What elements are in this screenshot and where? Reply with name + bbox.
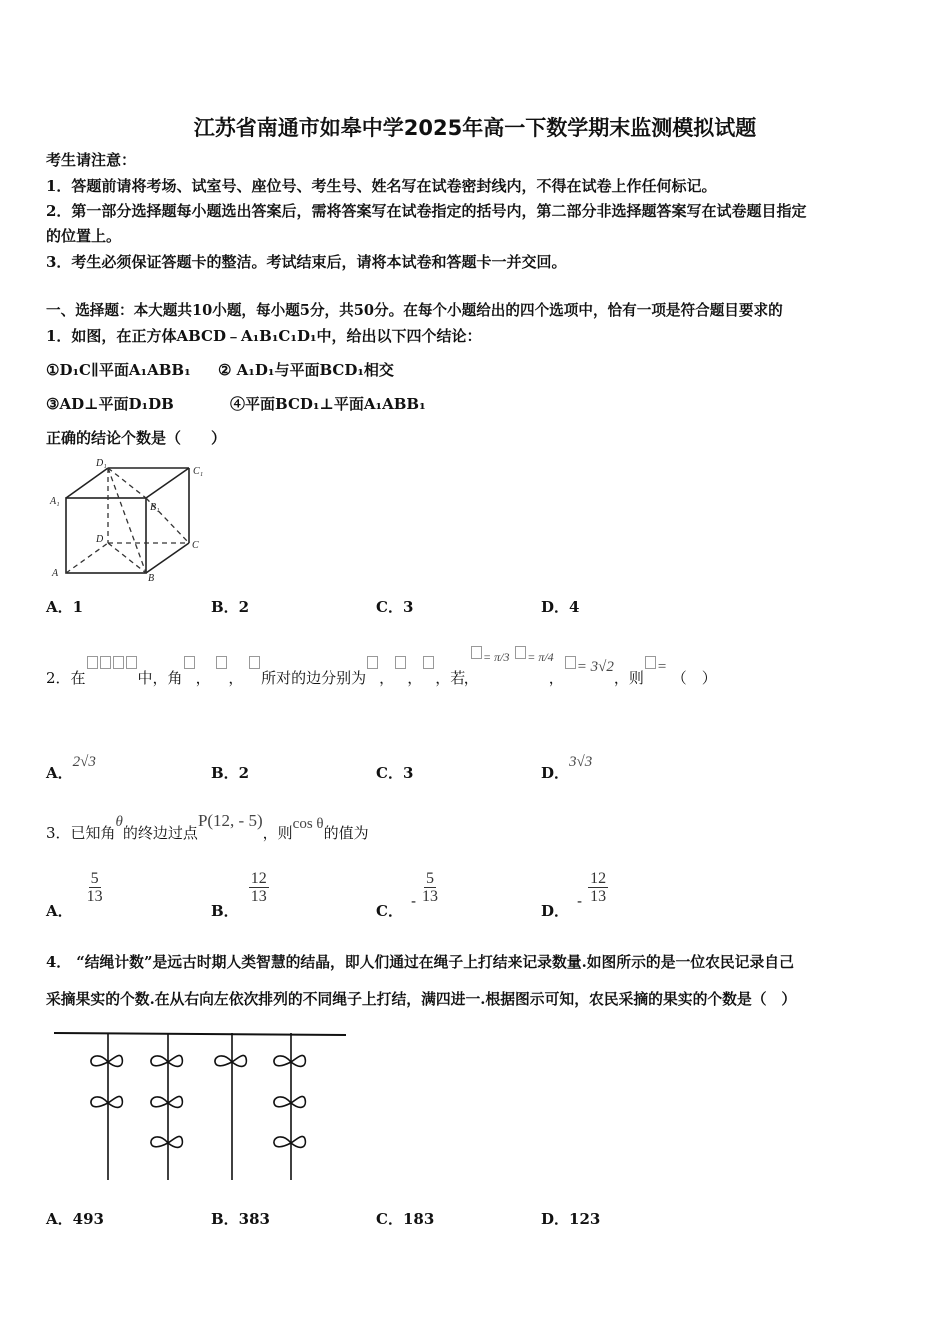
q1-stem: 1．如图，在正方体ABCD﹣A₁B₁C₁D₁中，给出以下四个结论：	[46, 327, 482, 345]
cube-label-c: C	[192, 540, 199, 551]
q1-conclusion-4: ④平面BCD₁⊥平面A₁ABB₁	[230, 395, 426, 413]
q2-text: 所对的边分别为	[261, 669, 367, 687]
q4-stem-line1: 4． “结绳计数”是远古时期人类智慧的结晶，即人们通过在绳子上打结来记录数量.如图所示的是一位农民记录自己	[46, 954, 794, 971]
page-title: 江苏省南通市如皋中学2025年高一下数学期末监测模拟试题	[193, 116, 757, 140]
q2-text: ，	[195, 669, 211, 687]
knot	[151, 1055, 182, 1066]
option-label: A．	[46, 764, 73, 782]
q1-conclusion-1: ①D₁C∥平面A₁ABB₁	[46, 361, 191, 379]
notice-item: 2．第一部分选择题每小题选出答案后，需将答案写在试卷指定的括号内，第二部分非选择题答案写在试卷题目指定	[46, 202, 807, 220]
q3-text: 的值为	[323, 824, 369, 842]
denominator: 13	[86, 888, 103, 905]
numerator: 5	[90, 870, 99, 887]
knot	[91, 1096, 122, 1107]
q4-stem-line2: 采摘果实的个数.在从右向左依次排列的不同绳子上打结，满四进一.根据图示可知，农民采摘的果实的个数是（ ）	[46, 991, 797, 1008]
q2-option-a[interactable]	[46, 754, 96, 783]
knot-rope-figure	[40, 1025, 360, 1185]
section-heading: 一、选择题：本大题共10小题，每小题5分，共50分。在每个小题给出的四个选项中，恰有一项是符合题目要求的	[46, 302, 783, 319]
q2-text: 2．在	[46, 669, 86, 687]
knot	[151, 1136, 182, 1147]
q2-option-b[interactable]: B．2	[211, 764, 250, 782]
q3-text: 3．已知角	[46, 824, 116, 842]
q2-math-d: =	[656, 659, 667, 675]
q2-text: ，若	[435, 669, 466, 687]
q2-text: ，	[407, 669, 423, 687]
q4-option-c[interactable]: C．183	[376, 1210, 435, 1228]
q2-option-c[interactable]: C．3	[376, 764, 414, 782]
knot	[274, 1055, 305, 1066]
q3-stem	[46, 811, 369, 844]
knot	[274, 1136, 305, 1147]
denominator: 13	[590, 888, 607, 905]
q1-option-a[interactable]: A．1	[46, 598, 84, 616]
q3-text: 的终边过点	[122, 824, 198, 842]
denominator: 13	[250, 888, 267, 905]
notice-item: 3．考生必须保证答题卡的整洁。考试结束后，请将本试卷和答题卡一并交回。	[46, 253, 567, 271]
q2-math-c: = 3√2	[576, 659, 614, 675]
cube-label-a1: A₁	[50, 496, 60, 507]
cube-figure	[46, 458, 216, 583]
cube-label-a: A	[52, 568, 59, 579]
q3-option-c[interactable]	[376, 870, 439, 920]
q1-conclusion-2: ② A₁D₁与平面BCD₁相交	[218, 361, 394, 379]
q1-conclusion-3: ③AD⊥平面D₁DB	[46, 395, 174, 413]
q2-math-b: = π/4	[527, 650, 554, 664]
q3-point: P(12, - 5)	[197, 811, 263, 830]
q1-option-c[interactable]: C．3	[376, 598, 414, 616]
option-label: C．	[376, 901, 403, 920]
notice-item: 的位置上。	[46, 227, 122, 245]
numerator: 12	[250, 870, 267, 887]
q1-option-b[interactable]: B．2	[211, 598, 250, 616]
knot	[215, 1055, 246, 1066]
q3-option-a[interactable]	[46, 870, 103, 920]
q4-option-a[interactable]: A．493	[46, 1210, 104, 1228]
cube-label-d: D	[96, 534, 104, 545]
option-label: D．	[541, 764, 570, 782]
q2-text: ，	[228, 669, 244, 687]
knot	[151, 1096, 182, 1107]
q2-option-d[interactable]	[541, 754, 593, 783]
denominator: 13	[422, 888, 439, 905]
numerator: 12	[590, 870, 607, 887]
q4-option-d[interactable]: D．123	[541, 1210, 601, 1228]
q2-text: （ ）	[671, 669, 717, 687]
q2-text: ，	[379, 669, 395, 687]
numerator: 5	[426, 870, 435, 887]
q3-text: ，则	[262, 824, 293, 842]
option-label: B．	[211, 901, 239, 920]
knot	[274, 1096, 305, 1107]
option-label: A．	[46, 901, 73, 920]
q3-option-d[interactable]	[541, 870, 608, 920]
q3-cos: cos θ	[292, 816, 324, 832]
option-math: 3√3	[569, 754, 593, 770]
option-sign: -	[410, 891, 417, 910]
knot	[91, 1055, 122, 1066]
cube-label-b: B	[148, 573, 155, 583]
q2-text: ，则	[613, 669, 644, 687]
cube-label-b1: B₁	[150, 502, 160, 513]
q2-text: ，	[548, 669, 564, 687]
q3-option-b[interactable]	[211, 870, 269, 920]
q2-math-a: = π/3	[483, 650, 510, 664]
option-math: 2√3	[72, 754, 96, 770]
cube-label-c1: C₁	[193, 466, 204, 477]
option-sign: -	[577, 891, 583, 910]
option-label: D．	[541, 901, 570, 920]
q2-text: 中，角	[137, 669, 183, 687]
q2-text: ，	[463, 669, 479, 687]
q4-option-b[interactable]: B．383	[211, 1210, 270, 1228]
q3-theta: θ	[115, 814, 123, 830]
top-rope	[54, 1033, 346, 1035]
q1-option-d[interactable]: D．4	[541, 598, 580, 616]
notice-heading: 考生请注意：	[46, 151, 137, 169]
q1-question: 正确的结论个数是（ ）	[46, 429, 227, 447]
cube-label-d1: D₁	[96, 458, 107, 469]
notice-item: 1．答题前请将考场、试室号、座位号、考生号、姓名写在试卷密封线内，不得在试卷上作任何标记。	[46, 177, 717, 195]
